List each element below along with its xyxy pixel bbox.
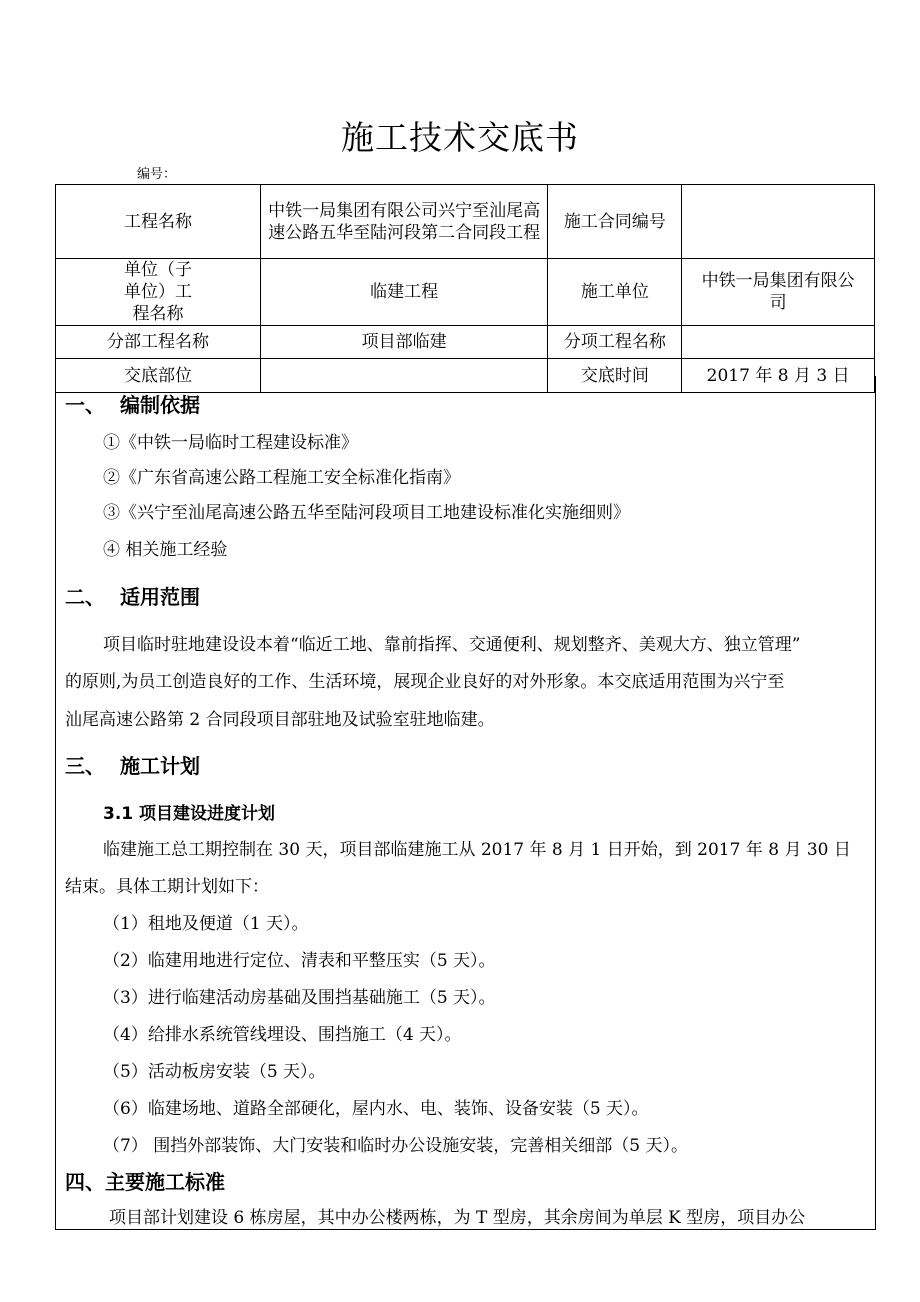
list-item: （2）临建用地进行定位、清表和平整压实（5 天）。 [103, 951, 496, 971]
section-1-heading [65, 389, 200, 418]
time-label: 交底时间 [548, 359, 682, 393]
paragraph-line: 结束。具体工期计划如下： [65, 877, 269, 897]
subsection-title: 3.1 项目建设进度计划 [103, 804, 276, 824]
info-table [55, 184, 875, 393]
paragraph-line: 汕尾高速公路第 2 合同段项目部驻地及试验室驻地临建。 [65, 710, 495, 730]
document-title: 施工技术交底书 [341, 118, 579, 157]
contract-no-value [682, 185, 875, 259]
section-3-number: 三、 [65, 754, 105, 778]
list-item: ③《兴宁至汕尾高速公路五华至陆河段项目工地建设标准化实施细则》 [103, 503, 630, 523]
section-2-number: 二、 [65, 585, 105, 609]
unit-value: 临建工程 [260, 259, 548, 326]
paragraph-line: 项目临时驻地建设设本着“临近工地、靠前指挥、交通便利、规划整齐、美观大方、独立管理” [103, 635, 801, 655]
subitem-value [682, 326, 875, 359]
division-label: 分部工程名称 [56, 326, 261, 359]
part-label: 交底部位 [56, 359, 261, 393]
table-row [56, 185, 875, 259]
section-3-title: 施工计划 [120, 754, 200, 778]
project-name-value: 中铁一局集团有限公司兴宁至汕尾高速公路五华至陆河段第二合同段工程 [260, 185, 548, 259]
table-row [56, 259, 875, 326]
section-1-number: 一、 [65, 393, 105, 417]
paragraph-line: 项目部计划建设 6 栋房屋，其中办公楼两栋，为 T 型房，其余房间为单层 K 型房，项目办公 [109, 1208, 806, 1228]
list-item: ①《中铁一局临时工程建设标准》 [103, 433, 358, 453]
paragraph-line: 的原则,为员工创造良好的工作、生活环境，展现企业良好的对外形象。本交底适用范围为兴宁至 [65, 672, 785, 692]
list-item: ④ 相关施工经验 [103, 540, 228, 560]
subitem-label: 分项工程名称 [548, 326, 682, 359]
section-1-title: 编制依据 [120, 393, 200, 417]
list-item: ②《广东省高速公路工程施工安全标准化指南》 [103, 468, 460, 488]
section-2-heading [65, 581, 200, 610]
contract-no-label: 施工合同编号 [548, 185, 682, 259]
division-value: 项目部临建 [260, 326, 548, 359]
doc-number-label: 编号： [137, 167, 177, 182]
list-item: （7） 围挡外部装饰、大门安装和临时办公设施安装，完善相关细部（5 天）。 [103, 1136, 688, 1156]
list-item: （3）进行临建活动房基础及围挡基础施工（5 天）。 [103, 988, 496, 1008]
table-row [56, 326, 875, 359]
list-item: （1）租地及便道（1 天）。 [103, 914, 309, 934]
list-item: （6）临建场地、道路全部硬化，屋内水、电、装饰、设备安装（5 天）。 [103, 1099, 649, 1119]
time-value: 2017 年 8 月 3 日 [682, 359, 875, 393]
list-item: （4）给排水系统管线埋设、围挡施工（4 天）。 [103, 1025, 462, 1045]
section-2-title: 适用范围 [120, 585, 200, 609]
construction-unit-value: 中铁一局集团有限公司 [682, 259, 875, 326]
unit-label: 单位（子单位）工程名称 [56, 259, 261, 326]
paragraph-line: 临建施工总工期控制在 30 天，项目部临建施工从 2017 年 8 月 1 日开始，到 2017 年 8 月 30 日 [103, 840, 851, 860]
section-4-heading: 四、主要施工标准 [65, 1170, 225, 1194]
construction-unit-label: 施工单位 [548, 259, 682, 326]
project-name-label: 工程名称 [56, 185, 261, 259]
list-item: （5）活动板房安装（5 天）。 [103, 1062, 326, 1082]
section-3-heading [65, 750, 200, 779]
